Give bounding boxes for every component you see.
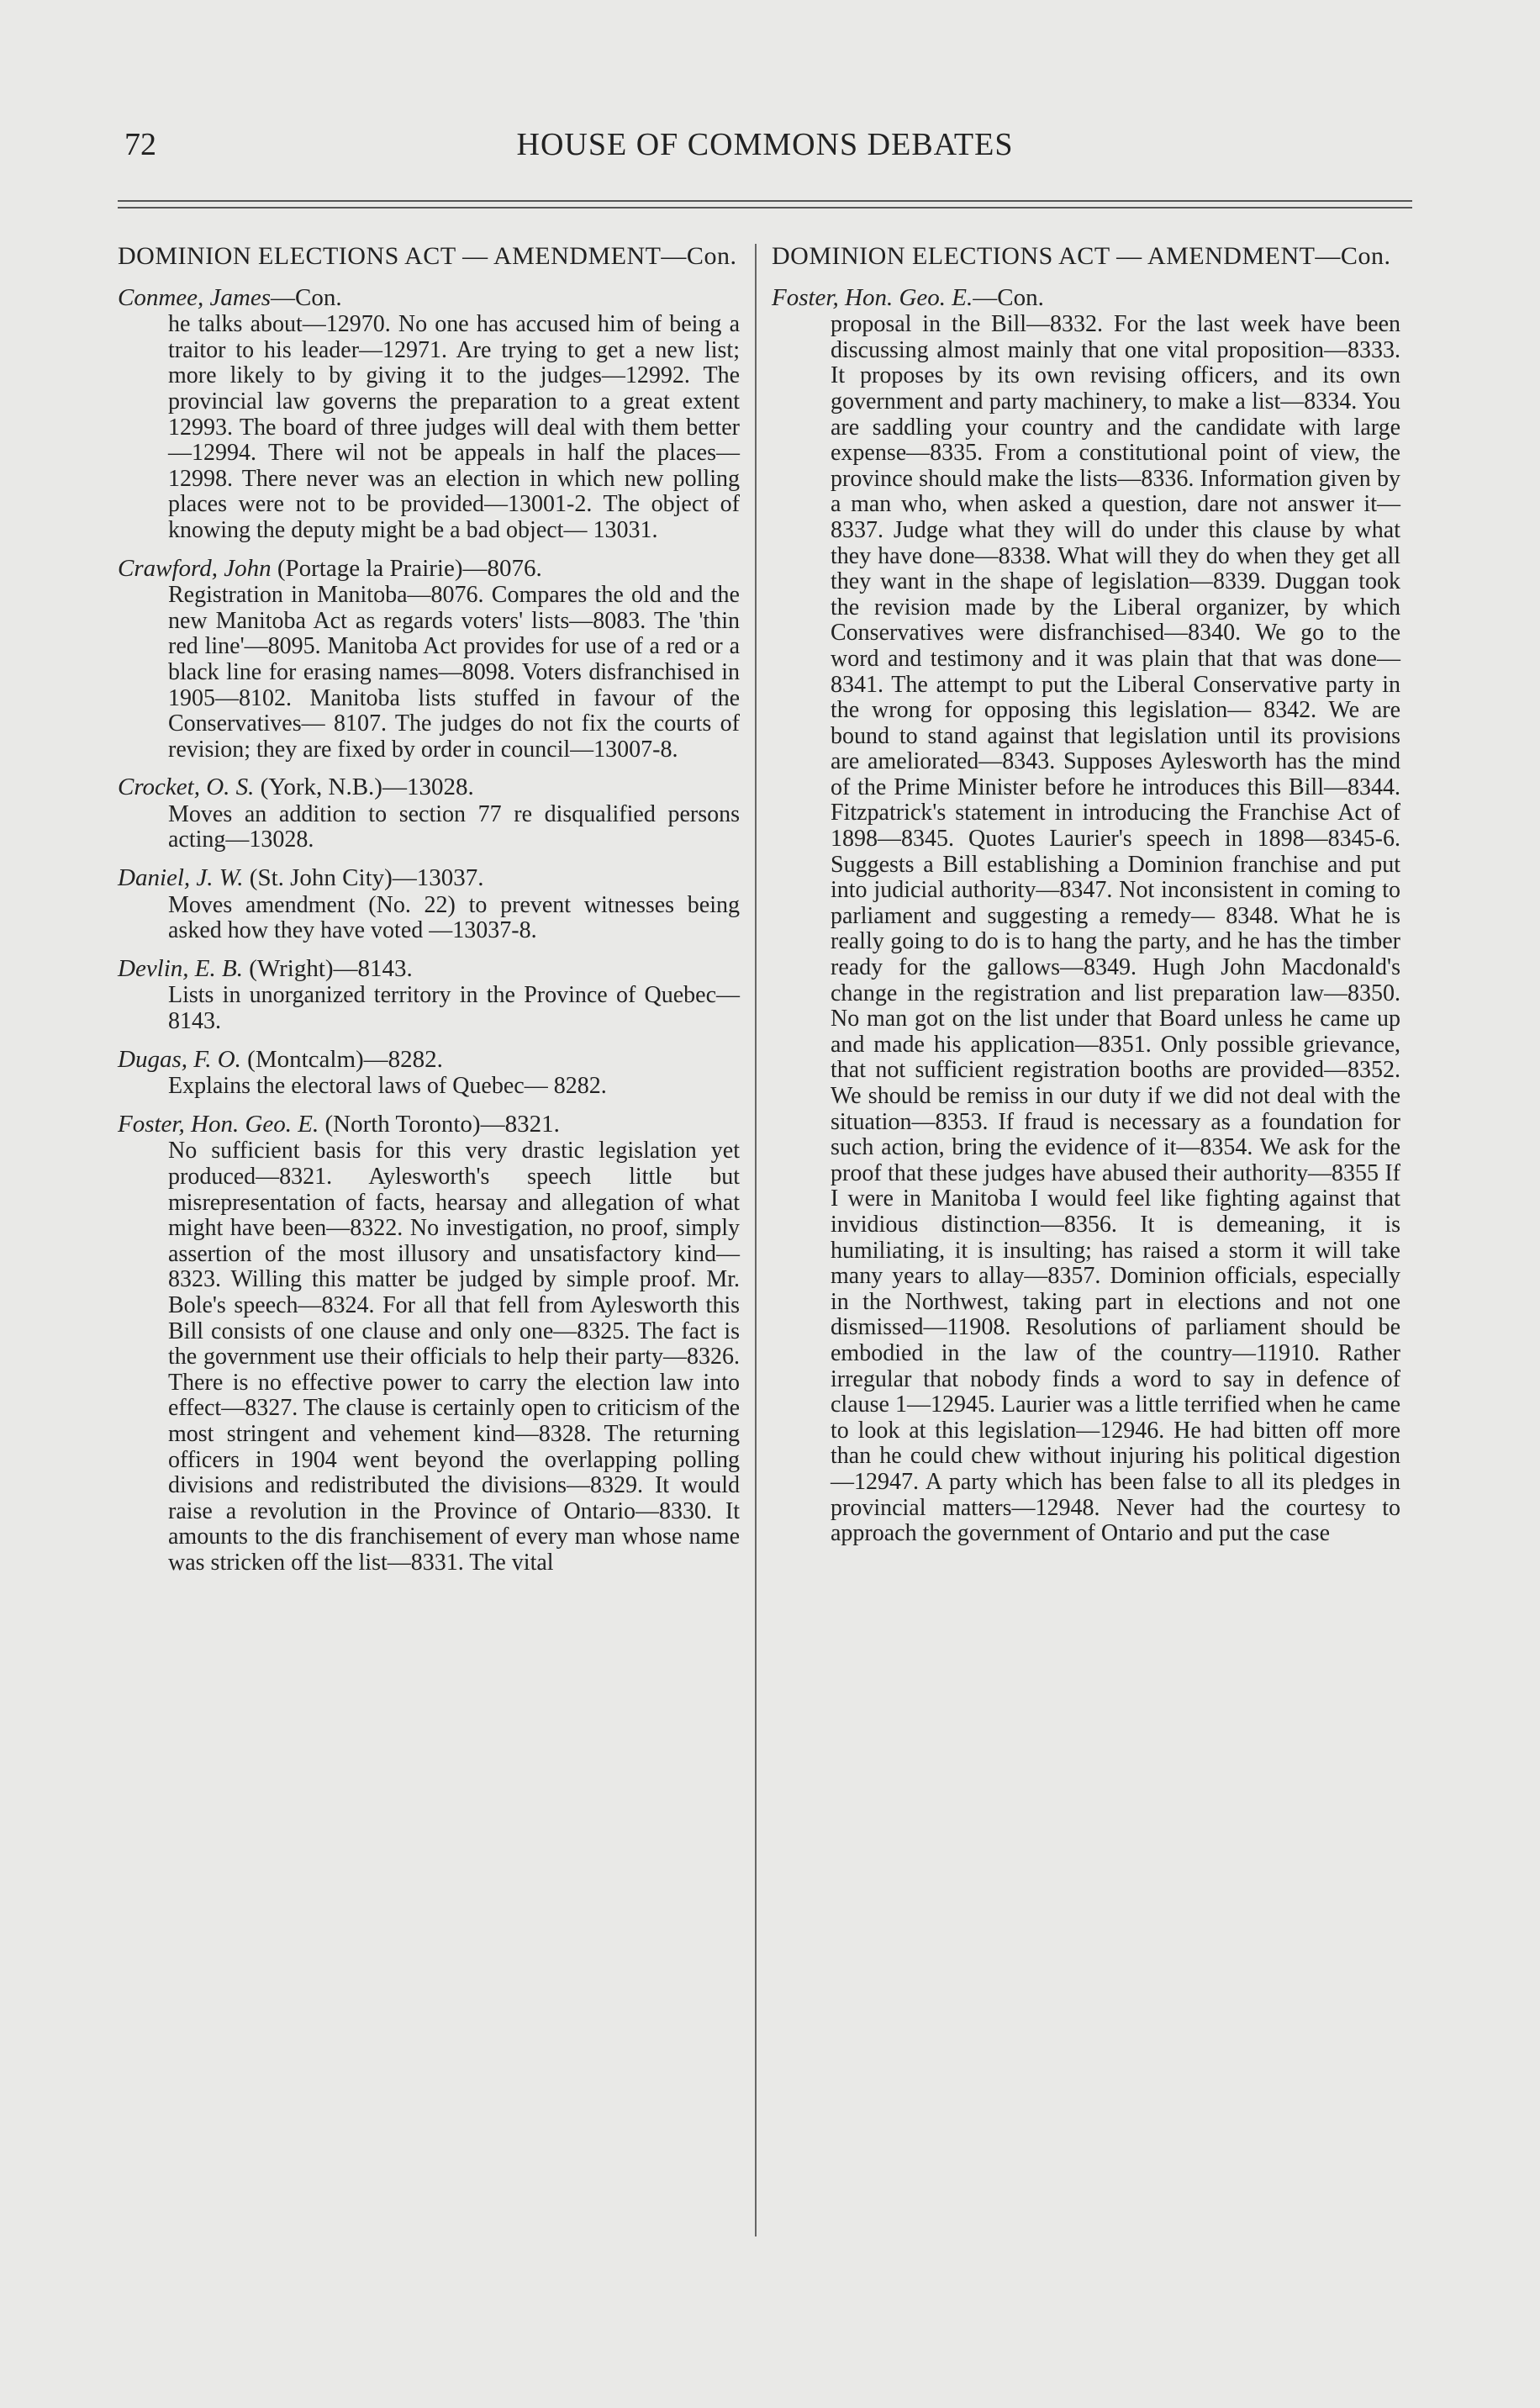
entry-text: he talks about—12970. No one has accused him of being a traitor to his leader—12971. Are trying to get a new list; more likely to by giving it to the judges—12992. The provincial law governs the preparation to a great extent 12993. The board of three judges will deal with them better—12994. There wil not be appeals in half the places— 12998. There never was an election in which new polling places were not to be provided—13001-2. The object of knowing the deputy might be a bad object— 13031. <box>168 311 740 543</box>
index-entry <box>772 285 1400 1547</box>
index-entry <box>118 865 740 944</box>
speaker-name: Dugas, F. O. <box>118 1045 241 1073</box>
speaker-constituency: (St. John City)—13037. <box>243 864 484 892</box>
right-column <box>772 244 1400 1559</box>
index-entry <box>118 1112 740 1576</box>
header-rules <box>118 200 1412 214</box>
speaker-constituency: (Montcalm)—8282. <box>240 1045 443 1073</box>
speaker-constituency: —Con. <box>271 283 342 311</box>
speaker-constituency: (North Toronto)—8321. <box>319 1110 560 1138</box>
entry-text: Moves an addition to section 77 re disqualified persons acting—13028. <box>168 800 740 853</box>
entry-heading <box>118 956 740 982</box>
speaker-name: Conmee, James <box>118 283 272 311</box>
speaker-name: Devlin, E. B. <box>118 954 243 982</box>
page-number: 72 <box>124 127 156 162</box>
speaker-name: Crawford, John <box>118 554 272 582</box>
speaker-constituency: (York, N.B.)—13028. <box>254 774 474 801</box>
entry-text: proposal in the Bill—8332. For the last week have been discussing almost mainly that one vital proposition—8333. It proposes by its own revising officers, and its own government and party machinery, to make a list—8334. You are saddling your country and the candidate with large expense—8335. From a constitutional point of view, the province should make the lists—8336. Information given by a man who, when asked a question, dare not answer it—8337. Judge what they will do under this clause by what they have done—8338. What will they do when they get all they want in the shape of legislation—8339. Duggan took the revision made by the Liberal organizer, by which Conservatives were disfranchised—8340. We go to the word and testimony and it was plain that that was done—8341. The attempt to put the Liberal Conservative party in the wrong for opposing this legislation— 8342. We are bound to stand against that legislation until its provisions are ameliorated—8343. Supposes Aylesworth has the mind of the Prime Minister before he introduces this Bill—8344. Fitzpatrick's statement in introducing the Franchise Act of 1898—8345. Quotes Laurier's speech in 1898—8345-6. Suggests a Bill establishing a Dominion franchise and put into judicial authority—8347. Not inconsistent in coming to parliament and suggesting a remedy— 8348. What he is really going to do is to hang the party, and he has the timber ready for the gallows—8349. Hugh John Macdonald's change in the registration and list preparation law—8350. No man got on the list under that Board unless he came up and made his application—8351. Only possible grievance, that not sufficient registration booths are provided—8352. We should be remiss in our duty if we did not deal with the situation—8353. If fraud is necessary as a foundation for such action, bring the evidence of it—8354. We ask for the proof that these judges have abused their authority—8355 If I were in Manitoba I would feel like fighting against that invidious distinction—8356. It is demeaning, it is humiliating, it is insulting; has raised a storm it will take many years to allay—8357. Dominion officials, especially in the Northwest, taking part in elections and not one dismissed—11908. Resolutions of parliament should be embodied in the law of the country—11910. Rather irregular that nobody finds a word to say in defence of clause 1—12945. Laurier was a little terrified when he came to look at this legislation—12946. He had bitten off more than he could chew without injuring his political digestion—12947. A party which has been false to all its pledges in provincial matters—12948. Never had the courtesy to approach the government of Ontario and put the case <box>831 311 1400 1547</box>
speaker-constituency: (Portage la Prairie)—8076. <box>271 554 542 582</box>
entry-heading <box>118 1112 740 1138</box>
entry-heading <box>118 556 740 582</box>
speaker-constituency: (Wright)—8143. <box>242 954 413 982</box>
speaker-name: Foster, Hon. Geo. E. <box>118 1110 319 1138</box>
entry-list <box>118 285 740 1576</box>
index-entry <box>118 774 740 853</box>
entry-heading <box>118 1047 740 1073</box>
section-title: DOMINION ELECTIONS ACT — AMENDMENT—Con. <box>118 242 737 270</box>
entry-heading <box>118 285 740 311</box>
page-header <box>118 126 1412 177</box>
column-divider <box>755 244 757 2236</box>
page-title: HOUSE OF COMMONS DEBATES <box>516 127 1014 162</box>
entry-text: No sufficient basis for this very drastic legislation yet produced—8321. Aylesworth's speech little but misrepresentation of facts, hearsay and allegation of what might have been—8322. No investigation, no proof, simply assertion of the most illusory and unsatisfactory kind—8323. Willing this matter be judged by simple proof. Mr. Bole's speech—8324. For all that fell from Aylesworth this Bill consists of one clause and only one—8325. The fact is the government use their officials to help their party—8326. There is no effective power to carry the election law into effect—8327. The clause is certainly open to criticism of the most stringent and vehement kind—8328. The returning officers in 1904 went beyond the overlapping polling divisions and redistributed the divisions—8329. It would raise a revolution in the Province of Ontario—8330. It amounts to the dis franchisement of every man whose name was stricken off the list—8331. The vital <box>168 1138 740 1576</box>
index-entry <box>118 285 740 544</box>
entry-text: Registration in Manitoba—8076. Compares the old and the new Manitoba Act as regards voters' lists—8083. The 'thin red line'—8095. Manitoba Act provides for use of a red or a black line for erasing names—8098. Voters disfranchised in 1905—8102. Manitoba lists stuffed in favour of the Conservatives— 8107. The judges do not fix the courts of revision; they are fixed by order in council—13007-8. <box>168 582 740 763</box>
entry-list <box>772 285 1400 1547</box>
entry-heading <box>118 865 740 891</box>
section-title: DOMINION ELECTIONS ACT — AMENDMENT—Con. <box>772 242 1391 270</box>
entry-text: Moves amendment (No. 22) to prevent witnesses being asked how they have voted —13037-8. <box>168 891 740 944</box>
entry-text: Lists in unorganized territory in the Province of Quebec—8143. <box>168 982 740 1035</box>
index-entry <box>118 956 740 1035</box>
speaker-name: Foster, Hon. Geo. E. <box>772 283 973 311</box>
entry-text: Explains the electoral laws of Quebec— 8282. <box>168 1073 607 1100</box>
index-entry <box>118 556 740 763</box>
index-entry <box>118 1047 740 1100</box>
speaker-name: Daniel, J. W. <box>118 864 244 892</box>
speaker-name: Crocket, O. S. <box>118 774 255 801</box>
entry-heading <box>772 285 1400 311</box>
speaker-constituency: —Con. <box>973 283 1044 311</box>
entry-heading <box>118 774 740 800</box>
left-column <box>118 244 740 1588</box>
